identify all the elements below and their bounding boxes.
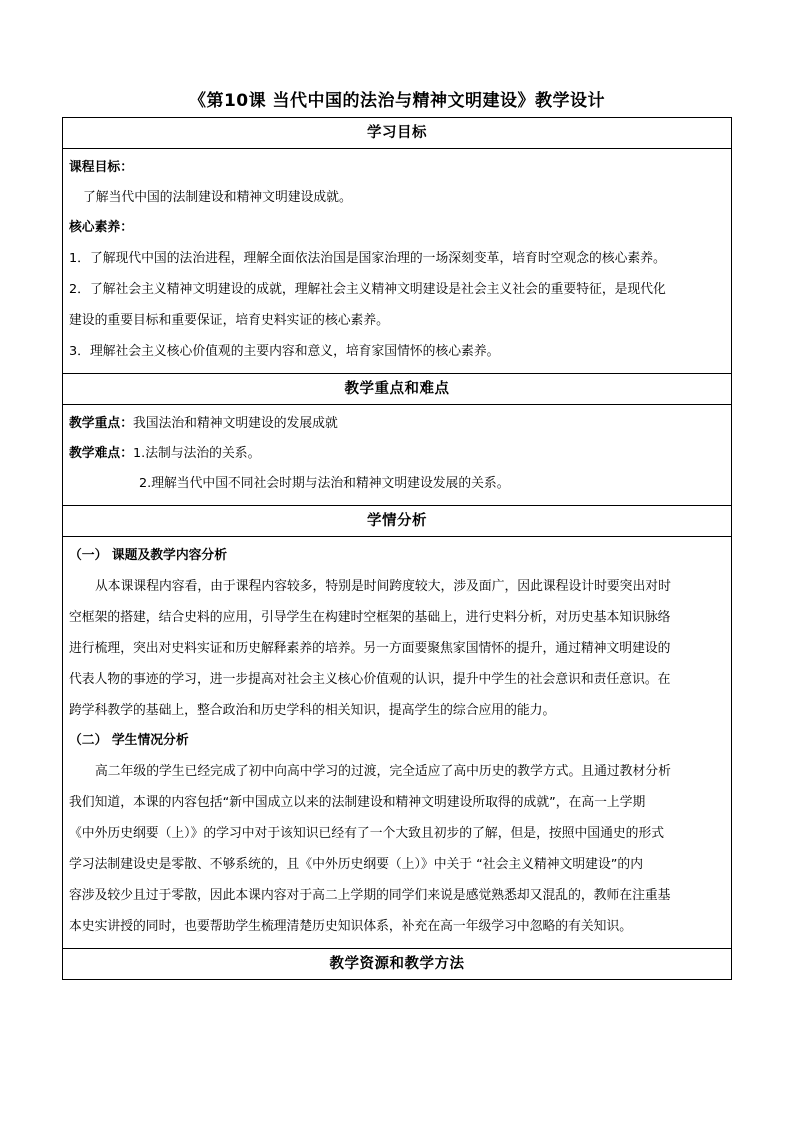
analysis-line: 从本课课程内容看，由于课程内容较多，特别是时间跨度较大，涉及面广，因此课程设计时要突出对时 (95, 579, 671, 594)
section-heading-key-points: 教学重点和难点 (63, 374, 732, 405)
focus-label: 教学重点： (69, 416, 133, 431)
analysis-part2-label: （二） 学生情况分析 (69, 733, 189, 748)
core-item: 建设的重要目标和重要保证，培育史料实证的核心素养。 (69, 313, 389, 328)
difficulty-item: 2.理解当代中国不同社会时期与法治和精神文明建设发展的关系。 (139, 476, 510, 491)
document-title: 《第10课 当代中国的法治与精神文明建设》教学设计 (188, 91, 606, 111)
analysis-line: 空框架的搭建，结合史料的应用，引导学生在构建时空框架的基础上，进行史料分析，对历史基本知识脉络 (69, 610, 671, 625)
analysis-line: 代表人物的事迹的学习，进一步提高对社会主义核心价值观的认识，提升中学生的社会意识和责任意识。在 (69, 672, 671, 687)
analysis-line: 跨学科教学的基础上，整合政治和历史学科的相关知识，提高学生的综合应用的能力。 (69, 703, 556, 718)
core-item: 2．了解社会主义精神文明建设的成就，理解社会主义精神文明建设是社会主义社会的重要特征，是现代化 (69, 282, 666, 297)
analysis-line: 《中外历史纲要（上）》的学习中对于该知识已经有了一个大致且初步的了解，但是，按照中国通史的形式 (69, 826, 665, 841)
section-heading-objectives: 学习目标 (63, 118, 732, 149)
analysis-line: 本史实讲授的同时，也要帮助学生梳理清楚历史知识体系，补充在高一年级学习中忽略的有关知识。 (69, 919, 633, 934)
course-goal-label: 课程目标： (69, 160, 133, 175)
core-item: 1．了解现代中国的法治进程，理解全面依法治国是国家治理的一场深刻变革，培育时空观念的核心素养。 (69, 251, 666, 266)
core-literacy-label: 核心素养： (69, 220, 133, 235)
analysis-cell (63, 537, 732, 949)
analysis-line: 高二年级的学生已经完成了初中向高中学习的过渡，完全适应了高中历史的教学方式。且通过教材分析 (95, 764, 671, 779)
course-goal-text: 了解当代中国的法制建设和精神文明建设成就。 (83, 190, 352, 205)
objectives-cell (63, 149, 732, 374)
lesson-plan-table (62, 117, 732, 980)
key-points-cell (63, 405, 732, 506)
section-heading-analysis: 学情分析 (63, 506, 732, 537)
analysis-line: 容涉及较少且过于零散，因此本课内容对于高二上学期的同学们来说是感觉熟悉却又混乱的，教师在注重基 (69, 888, 671, 903)
difficulty-item: 1.法制与法治的关系。 (132, 446, 261, 461)
analysis-line: 我们知道，本课的内容包括“新中国成立以来的法制建设和精神文明建设所取得的成就”，在高一上学期 (69, 795, 646, 810)
analysis-part1-label: （一） 课题及教学内容分析 (69, 548, 228, 563)
analysis-line: 进行梳理，突出对史料实证和历史解释素养的培养。另一方面要聚焦家国情怀的提升，通过精神文明建设的 (69, 641, 671, 656)
core-item: 3．理解社会主义核心价值观的主要内容和意义，培育家国情怀的核心素养。 (69, 344, 500, 359)
difficulty-label: 教学难点： (69, 446, 133, 461)
section-heading-resources: 教学资源和教学方法 (63, 949, 732, 980)
focus-row (69, 409, 725, 439)
difficulty-row (69, 439, 725, 469)
analysis-line: 学习法制建设史是零散、不够系统的，且《中外历史纲要（上）》中关于 “社会主义精神文明建设”的内 (69, 857, 643, 872)
focus-text: 我国法治和精神文明建设的发展成就 (132, 416, 338, 431)
